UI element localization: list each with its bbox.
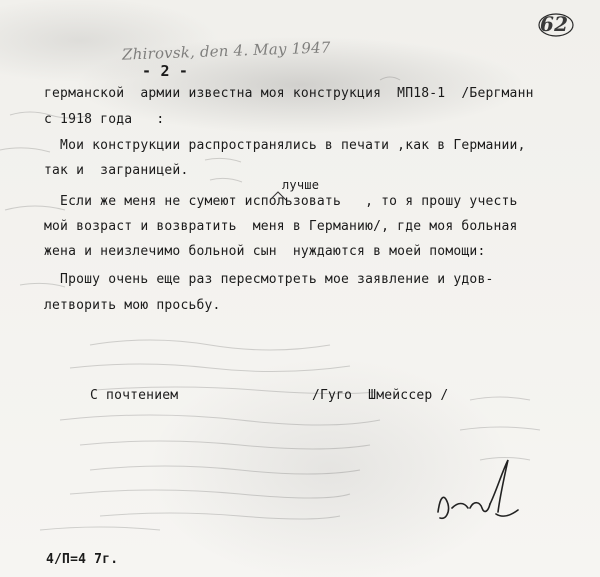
text-line-2: с 1918 года : [44,112,165,127]
footer-code: 4/П=4 7г. [46,552,119,567]
signature [430,452,530,532]
signatory-name: /Гуго Шмейссер / [312,388,449,403]
text-line-4: так и заграницей. [44,163,189,178]
text-line-3: Мои конструкции распространялись в печати ,как в Германии, [44,138,526,153]
text-insert-word: лучше [282,178,320,192]
handwritten-note-top: Zhirovsk, den 4. May 1947 [121,38,331,64]
text-line-6: мой возраст и возвратить меня в Германию/, где моя больная [44,219,518,234]
corner-page-number: 62 [540,12,569,36]
page-marker: - 2 - [142,62,189,80]
text-line-5: Если же меня не сумеют использовать , то я прошу учесть [44,194,518,209]
text-line-9: летворить мою просьбу. [44,298,221,313]
text-line-8: Прошу очень еще раз пересмотреть мое заявление и удов- [44,272,494,287]
closing-text: С почтением [90,388,179,403]
text-line-1: германской армии известна моя конструкция МП18-1 /Бергманн [44,86,534,101]
text-line-7: жена и неизлечимо больной сын нуждаются в моей помощи: [44,244,486,259]
